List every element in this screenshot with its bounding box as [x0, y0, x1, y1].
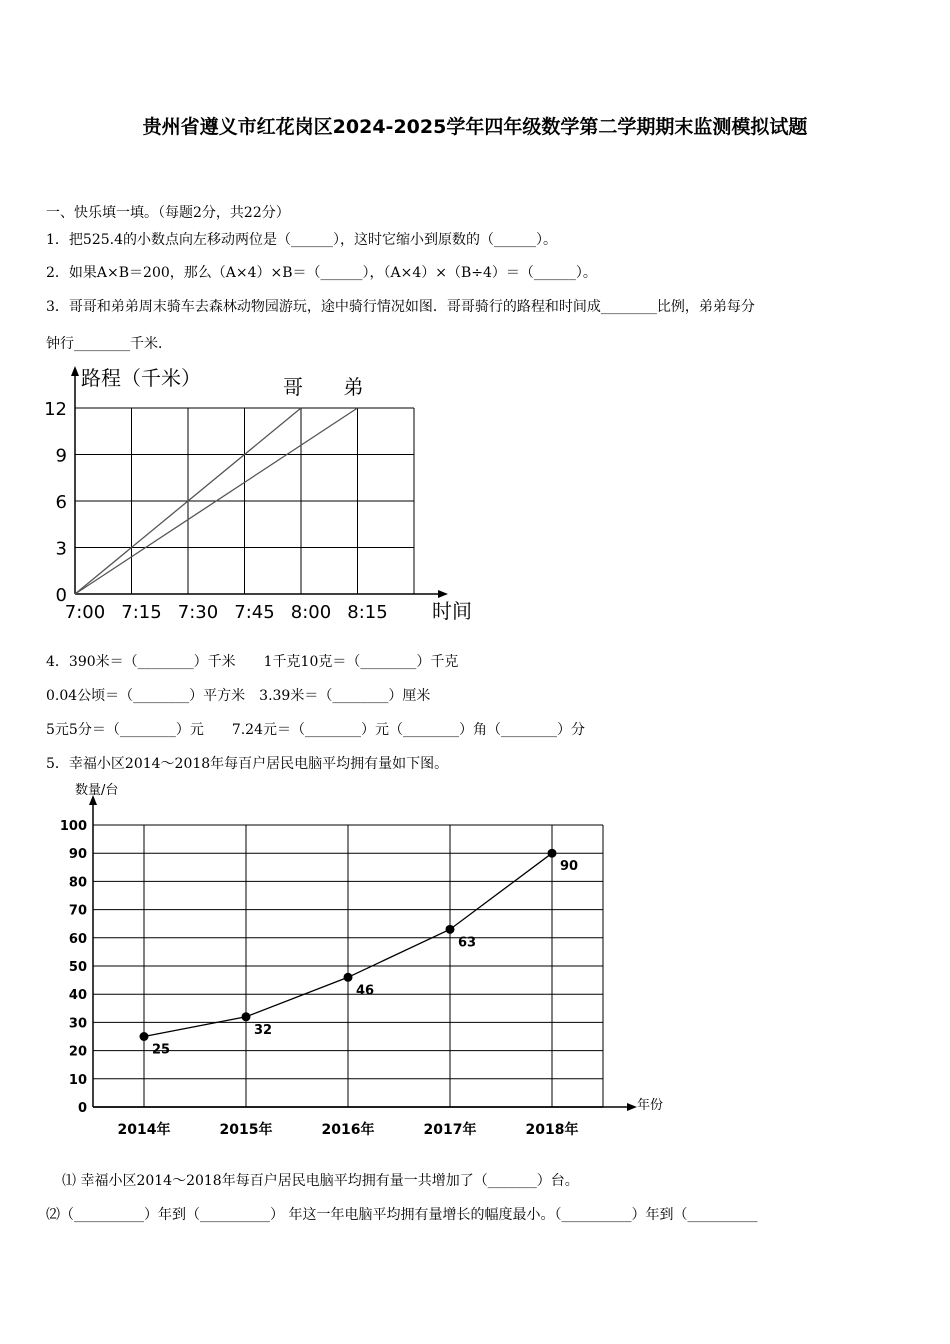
series-label: 哥	[283, 375, 303, 399]
y-tick-label: 70	[68, 903, 87, 919]
y-tick-label: 6	[55, 492, 67, 513]
data-point	[446, 925, 455, 934]
x-tick-label: 7:15	[121, 602, 162, 623]
x-tick-label: 8:00	[290, 602, 332, 623]
question-5-2: ⑵（__________）年到（__________） 年这一年电脑平均拥有量增长的幅度最小。（__________）年到（__________	[46, 1207, 758, 1223]
x-tick-label: 2017年	[423, 1122, 477, 1138]
computer-ownership-chart	[40, 775, 680, 1155]
y-tick-label: 60	[68, 931, 87, 947]
y-axis-arrow	[71, 366, 79, 376]
x-axis-arrow	[438, 590, 448, 598]
x-axis-label: 时间	[432, 599, 472, 623]
data-label: 46	[356, 983, 375, 999]
question-5: 5．幸福小区2014～2018年每百户居民电脑平均拥有量如下图。	[46, 756, 449, 772]
page-title: 贵州省遵义市红花岗区2024-2025学年四年级数学第二学期期末监测模拟试题	[142, 116, 808, 138]
y-tick-label: 0	[77, 1101, 87, 1116]
series-label: 弟	[343, 375, 364, 399]
data-label: 63	[458, 935, 477, 951]
question-4-line-2: 0.04公顷＝（________）平方米 3.39米＝（________）厘米	[46, 688, 431, 704]
data-label: 90	[560, 859, 579, 875]
data-point	[548, 849, 557, 858]
question-3-line-1: 3．哥哥和弟弟周末骑车去森林动物园游玩，途中骑行情况如图．哥哥骑行的路程和时间成________比例，弟弟每分	[46, 299, 755, 315]
data-point	[242, 1012, 251, 1021]
question-2: 2．如果A×B＝200，那么（A×4）×B＝（______），（A×4）×（B÷4）＝（______）。	[46, 265, 597, 281]
y-tick-label: 40	[68, 988, 87, 1004]
x-axis-label: 年份	[637, 1098, 664, 1113]
y-tick-label: 0	[55, 585, 67, 606]
question-1: 1．把525.4的小数点向左移动两位是（______），这时它缩小到原数的（______）。	[46, 232, 557, 248]
y-tick-label: 100	[59, 819, 87, 834]
x-tick-label: 7:30	[177, 602, 219, 623]
x-tick-label: 7:00	[64, 602, 106, 623]
y-tick-label: 3	[55, 538, 67, 560]
x-axis-arrow	[627, 1103, 637, 1111]
question-5-1: ⑴ 幸福小区2014～2018年每百户居民电脑平均拥有量一共增加了（_______）台。	[62, 1173, 579, 1189]
question-4-line-1: 4．390米＝（________）千米 1千克10克＝（________）千克	[46, 654, 459, 670]
x-tick-label: 7:45	[234, 602, 275, 623]
question-4-line-3: 5元5分＝（________）元 7.24元＝（________）元（________）角（________）分	[46, 722, 585, 738]
y-tick-label: 90	[68, 847, 87, 863]
y-tick-label: 10	[68, 1072, 87, 1088]
y-tick-label: 30	[68, 1016, 87, 1032]
y-tick-label: 12	[44, 399, 67, 420]
data-label: 32	[254, 1022, 273, 1038]
y-tick-label: 20	[68, 1044, 87, 1060]
y-tick-label: 9	[55, 445, 67, 467]
y-axis-label: 数量/台	[75, 783, 119, 798]
y-axis-label: 路程（千米）	[81, 366, 201, 390]
distance-time-chart	[40, 360, 472, 630]
section-heading: 一、快乐填一填。（每题2分，共22分）	[46, 205, 290, 221]
x-tick-label: 2014年	[117, 1122, 171, 1138]
y-tick-label: 50	[68, 960, 87, 975]
y-tick-label: 80	[68, 875, 87, 891]
data-point	[344, 973, 353, 982]
data-label: 25	[152, 1042, 171, 1058]
x-tick-label: 2018年	[525, 1122, 579, 1138]
x-tick-label: 2016年	[321, 1122, 375, 1138]
x-tick-label: 2015年	[219, 1122, 273, 1138]
question-3-line-2: 钟行________千米．	[46, 336, 172, 352]
data-point	[140, 1032, 149, 1041]
x-tick-label: 8:15	[347, 602, 388, 623]
